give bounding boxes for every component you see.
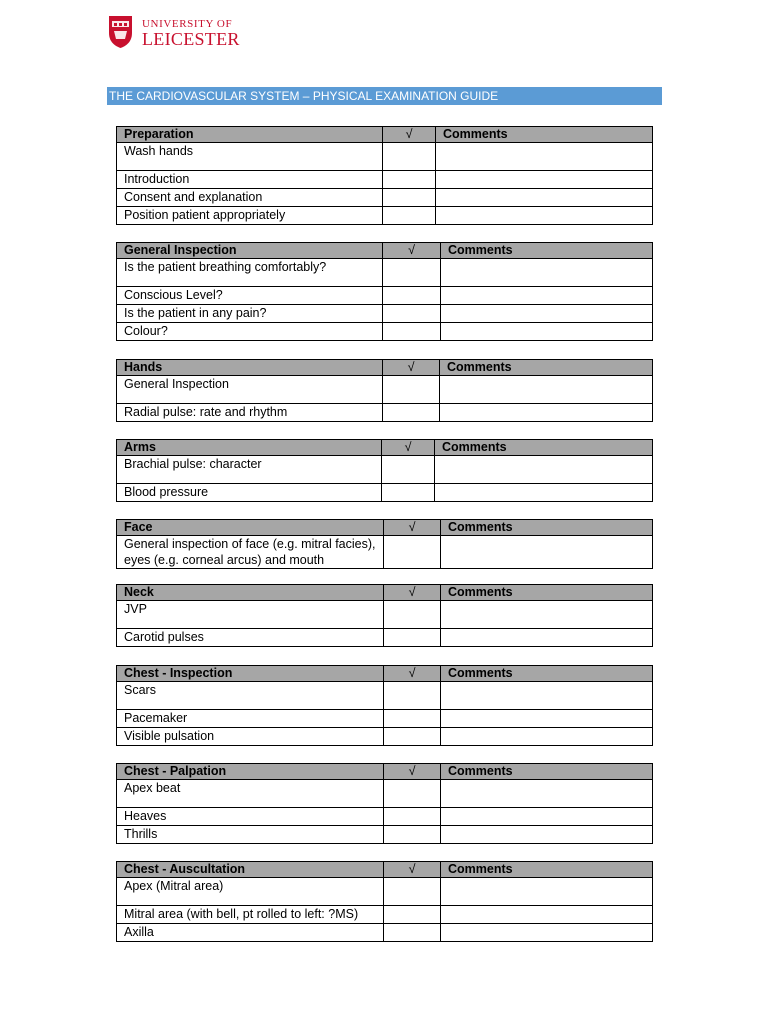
university-crest-icon	[108, 15, 133, 49]
comment-cell[interactable]	[441, 305, 653, 323]
tick-cell[interactable]	[384, 826, 441, 844]
tick-cell[interactable]	[383, 207, 436, 225]
checklist-item: Is the patient in any pain?	[117, 305, 383, 323]
comments-header: Comments	[436, 127, 653, 143]
tick-cell[interactable]	[384, 536, 441, 569]
comment-cell[interactable]	[441, 259, 653, 287]
tick-cell[interactable]	[384, 924, 441, 942]
tick-header: √	[384, 764, 441, 780]
checklist-item: Heaves	[117, 808, 384, 826]
comment-cell[interactable]	[440, 404, 653, 422]
comment-cell[interactable]	[441, 710, 653, 728]
tick-cell[interactable]	[384, 629, 441, 647]
tick-cell[interactable]	[383, 189, 436, 207]
comment-cell[interactable]	[441, 629, 653, 647]
checklist-item: Thrills	[117, 826, 384, 844]
tick-cell[interactable]	[382, 456, 435, 484]
checklist-item: Introduction	[117, 171, 383, 189]
tick-cell[interactable]	[384, 710, 441, 728]
comments-header: Comments	[441, 243, 653, 259]
comment-cell[interactable]	[436, 207, 653, 225]
comment-cell[interactable]	[441, 808, 653, 826]
section-title: Chest - Palpation	[117, 764, 384, 780]
tick-header: √	[384, 666, 441, 682]
checklist-item: Brachial pulse: character	[117, 456, 382, 484]
comment-cell[interactable]	[441, 601, 653, 629]
comment-cell[interactable]	[441, 536, 653, 569]
checklist-item: Mitral area (with bell, pt rolled to left: ?MS)	[117, 906, 384, 924]
checklist-chest-palpation	[116, 763, 653, 844]
comments-header: Comments	[441, 666, 653, 682]
checklist-item: Blood pressure	[117, 484, 382, 502]
tick-cell[interactable]	[384, 682, 441, 710]
tick-cell[interactable]	[384, 906, 441, 924]
tick-cell[interactable]	[382, 484, 435, 502]
tick-cell[interactable]	[383, 143, 436, 171]
tick-header: √	[383, 360, 440, 376]
section-title: Chest - Auscultation	[117, 862, 384, 878]
tick-cell[interactable]	[383, 171, 436, 189]
checklist-hands	[116, 359, 653, 422]
comment-cell[interactable]	[440, 376, 653, 404]
tick-header: √	[384, 862, 441, 878]
tick-cell[interactable]	[383, 259, 441, 287]
comment-cell[interactable]	[441, 906, 653, 924]
tick-cell[interactable]	[383, 323, 441, 341]
comments-header: Comments	[441, 764, 653, 780]
comments-header: Comments	[435, 440, 653, 456]
checklist-item: JVP	[117, 601, 384, 629]
comments-header: Comments	[441, 520, 653, 536]
comment-cell[interactable]	[441, 682, 653, 710]
tick-cell[interactable]	[383, 376, 440, 404]
checklist-item: Carotid pulses	[117, 629, 384, 647]
tick-cell[interactable]	[384, 780, 441, 808]
checklist-item: Colour?	[117, 323, 383, 341]
checklist-item: Apex (Mitral area)	[117, 878, 384, 906]
tick-cell[interactable]	[383, 287, 441, 305]
comment-cell[interactable]	[441, 323, 653, 341]
comment-cell[interactable]	[441, 826, 653, 844]
tick-cell[interactable]	[384, 878, 441, 906]
checklist-item: Visible pulsation	[117, 728, 384, 746]
section-title: Preparation	[117, 127, 383, 143]
section-title: Face	[117, 520, 384, 536]
checklist-arms	[116, 439, 653, 502]
logo-university-of: UNIVERSITY OF	[142, 18, 233, 30]
checklist-item: Wash hands	[117, 143, 383, 171]
comment-cell[interactable]	[441, 878, 653, 906]
checklist-general-inspection	[116, 242, 653, 341]
section-title: Hands	[117, 360, 383, 376]
comment-cell[interactable]	[436, 171, 653, 189]
comments-header: Comments	[440, 360, 653, 376]
comment-cell[interactable]	[436, 189, 653, 207]
checklist-item: Axilla	[117, 924, 384, 942]
tick-header: √	[383, 243, 441, 259]
checklist-item: General inspection of face (e.g. mitral facies), eyes (e.g. corneal arcus) and mouth	[117, 536, 384, 569]
section-title: Chest - Inspection	[117, 666, 384, 682]
checklist-face	[116, 519, 653, 569]
checklist-item: Pacemaker	[117, 710, 384, 728]
checklist-preparation	[116, 126, 653, 225]
comment-cell[interactable]	[435, 456, 653, 484]
tick-cell[interactable]	[384, 601, 441, 629]
checklist-neck	[116, 584, 653, 647]
tick-cell[interactable]	[384, 808, 441, 826]
section-title: General Inspection	[117, 243, 383, 259]
tick-cell[interactable]	[384, 728, 441, 746]
tick-header: √	[384, 520, 441, 536]
checklist-item: Apex beat	[117, 780, 384, 808]
comment-cell[interactable]	[441, 924, 653, 942]
checklist-item: Scars	[117, 682, 384, 710]
comment-cell[interactable]	[435, 484, 653, 502]
tick-header: √	[384, 585, 441, 601]
checklist-item: Consent and explanation	[117, 189, 383, 207]
section-title: Neck	[117, 585, 384, 601]
checklist-chest-inspection	[116, 665, 653, 746]
checklist-item: Radial pulse: rate and rhythm	[117, 404, 383, 422]
comments-header: Comments	[441, 862, 653, 878]
comments-header: Comments	[441, 585, 653, 601]
tick-cell[interactable]	[383, 305, 441, 323]
section-title: Arms	[117, 440, 382, 456]
comment-cell[interactable]	[441, 287, 653, 305]
checklist-item: Position patient appropriately	[117, 207, 383, 225]
checklist-item: Is the patient breathing comfortably?	[117, 259, 383, 287]
comment-cell[interactable]	[441, 728, 653, 746]
checklist-item: Conscious Level?	[117, 287, 383, 305]
logo-leicester: LEICESTER	[142, 29, 240, 49]
tick-header: √	[382, 440, 435, 456]
comment-cell[interactable]	[436, 143, 653, 171]
comment-cell[interactable]	[441, 780, 653, 808]
university-logo	[108, 15, 243, 51]
page-title: THE CARDIOVASCULAR SYSTEM – PHYSICAL EXAMINATION GUIDE	[107, 87, 662, 105]
checklist-chest-auscultation	[116, 861, 653, 942]
tick-cell[interactable]	[383, 404, 440, 422]
checklist-item: General Inspection	[117, 376, 383, 404]
tick-header: √	[383, 127, 436, 143]
